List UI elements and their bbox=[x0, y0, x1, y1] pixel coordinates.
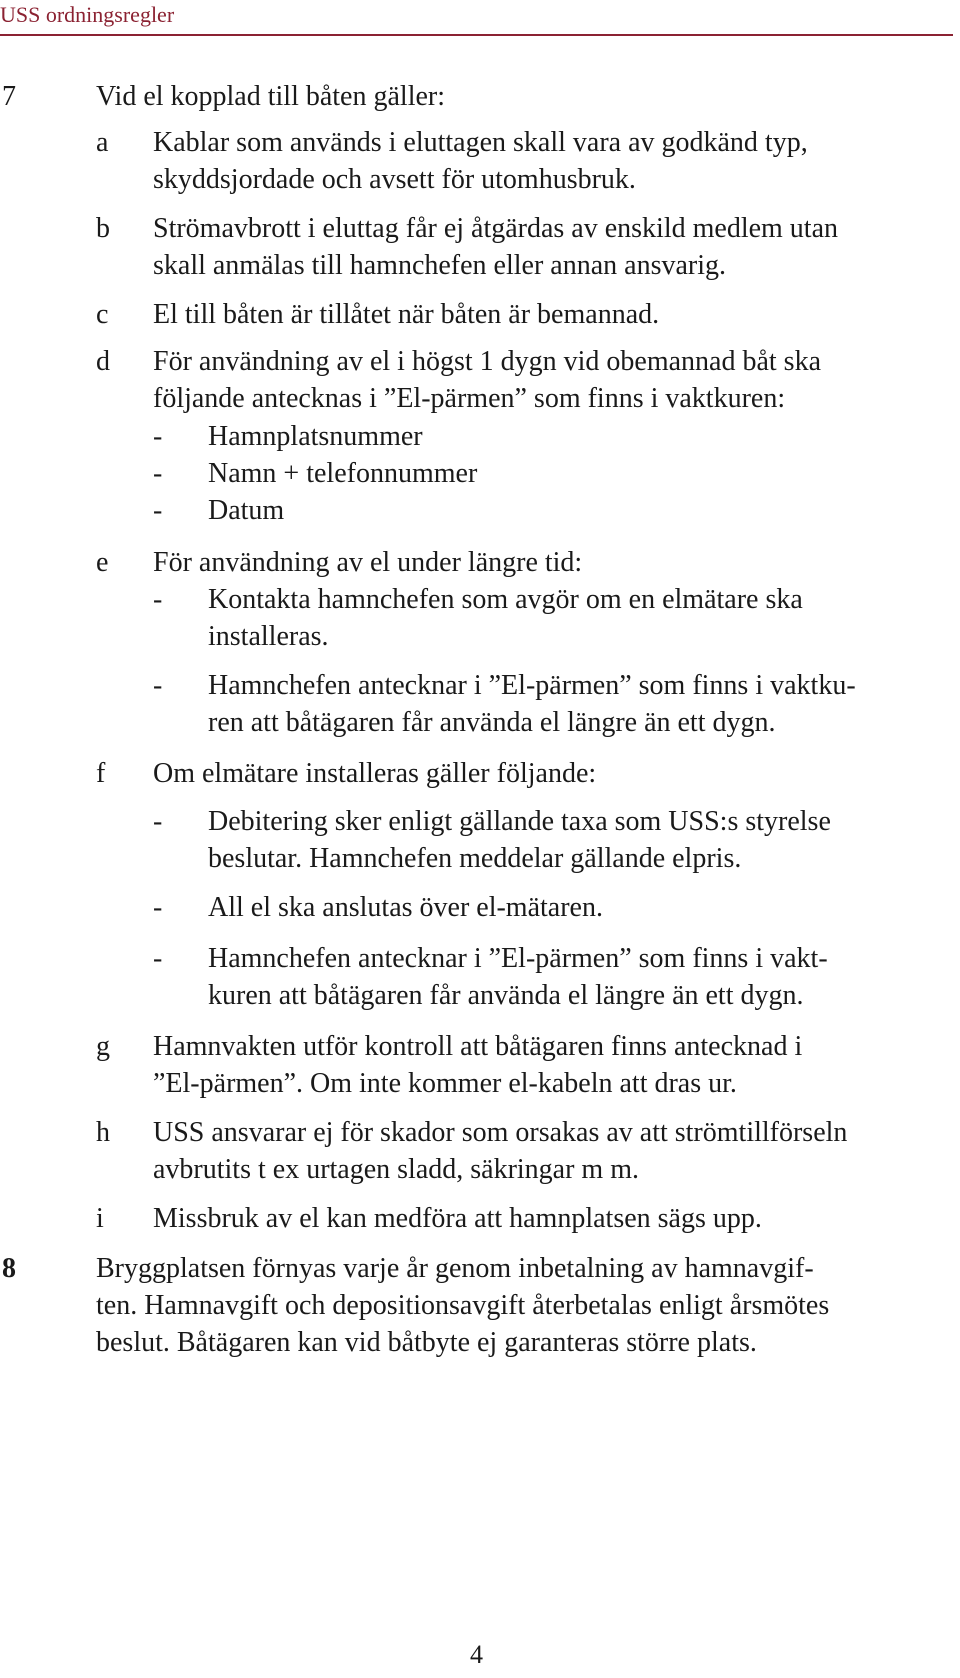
item-f-sub-3-line-1: Hamnchefen antecknar i ”El-pärmen” som finns i vakt- bbox=[208, 943, 828, 974]
item-a-line-1: Kablar som används i eluttagen skall vara av godkänd typ, bbox=[153, 127, 808, 158]
item-g-line-2: ”El-pärmen”. Om inte kommer el-kabeln att dras ur. bbox=[153, 1068, 737, 1099]
item-h-line-1: USS ansvarar ej för skador som orsakas av att strömtillförseln bbox=[153, 1117, 848, 1148]
item-i-line-1: Missbruk av el kan medföra att hamnplatsen sägs upp. bbox=[153, 1203, 762, 1234]
item-letter-f: f bbox=[96, 758, 106, 789]
item-letter-c: c bbox=[96, 299, 109, 330]
item-e-line-1: För användning av el under längre tid: bbox=[153, 547, 583, 578]
item-d-line-1: För användning av el i högst 1 dygn vid obemannad båt ska bbox=[153, 346, 821, 377]
item-e-sub-1-line-1: Kontakta hamnchefen som avgör om en elmätare ska bbox=[208, 584, 803, 615]
page-number: 4 bbox=[470, 1640, 483, 1669]
section-8-line-3: beslut. Båtägaren kan vid båtbyte ej garanteras större plats. bbox=[96, 1327, 757, 1358]
item-d-sub-1: Hamnplatsnummer bbox=[208, 421, 423, 452]
list-dash: - bbox=[153, 458, 163, 489]
item-d-sub-3: Datum bbox=[208, 495, 285, 526]
item-letter-a: a bbox=[96, 127, 109, 158]
item-f-line-1: Om elmätare installeras gäller följande: bbox=[153, 758, 597, 789]
item-letter-g: g bbox=[96, 1031, 110, 1062]
list-dash: - bbox=[153, 943, 163, 974]
section-8-line-2: ten. Hamnavgift och depositionsavgift återbetalas enligt årsmötes bbox=[96, 1290, 830, 1321]
section-number-7: 7 bbox=[2, 81, 16, 112]
item-letter-d: d bbox=[96, 346, 110, 377]
item-c-line-1: El till båten är tillåtet när båten är bemannad. bbox=[153, 299, 660, 330]
item-e-sub-2-line-2: ren att båtägaren får använda el längre än ett dygn. bbox=[208, 707, 776, 738]
list-dash: - bbox=[153, 421, 163, 452]
item-f-sub-2-line-1: All el ska anslutas över el-mätaren. bbox=[208, 892, 603, 923]
item-letter-h: h bbox=[96, 1117, 110, 1148]
item-d-line-2: följande antecknas i ”El-pärmen” som finns i vaktkuren: bbox=[153, 383, 786, 414]
list-dash: - bbox=[153, 806, 163, 837]
section-7-intro: Vid el kopplad till båten gäller: bbox=[96, 81, 446, 112]
item-f-sub-1-line-1: Debitering sker enligt gällande taxa som USS:s styrelse bbox=[208, 806, 831, 837]
item-a-line-2: skyddsjordade och avsett för utomhusbruk. bbox=[153, 164, 636, 195]
item-letter-i: i bbox=[96, 1203, 104, 1234]
item-b-line-2: skall anmälas till hamnchefen eller annan ansvarig. bbox=[153, 250, 727, 281]
item-f-sub-3-line-2: kuren att båtägaren får använda el längre än ett dygn. bbox=[208, 980, 804, 1011]
item-e-sub-2-line-1: Hamnchefen antecknar i ”El-pärmen” som finns i vaktku- bbox=[208, 670, 856, 701]
item-f-sub-1-line-2: beslutar. Hamnchefen meddelar gällande elpris. bbox=[208, 843, 742, 874]
list-dash: - bbox=[153, 584, 163, 615]
document-title: USS ordningsregler bbox=[0, 2, 175, 27]
item-d-sub-2: Namn + telefonnummer bbox=[208, 458, 478, 489]
list-dash: - bbox=[153, 495, 163, 526]
page-header bbox=[0, 0, 953, 36]
item-e-sub-1-line-2: installeras. bbox=[208, 621, 329, 652]
section-8-line-1: Bryggplatsen förnyas varje år genom inbetalning av hamnavgif- bbox=[96, 1253, 814, 1284]
item-b-line-1: Strömavbrott i eluttag får ej åtgärdas av enskild medlem utan bbox=[153, 213, 839, 244]
item-h-line-2: avbrutits t ex urtagen sladd, säkringar m m. bbox=[153, 1154, 639, 1185]
section-number-8: 8 bbox=[2, 1253, 16, 1284]
list-dash: - bbox=[153, 892, 163, 923]
item-letter-b: b bbox=[96, 213, 110, 244]
item-g-line-1: Hamnvakten utför kontroll att båtägaren finns antecknad i bbox=[153, 1031, 803, 1062]
list-dash: - bbox=[153, 670, 163, 701]
item-letter-e: e bbox=[96, 547, 109, 578]
